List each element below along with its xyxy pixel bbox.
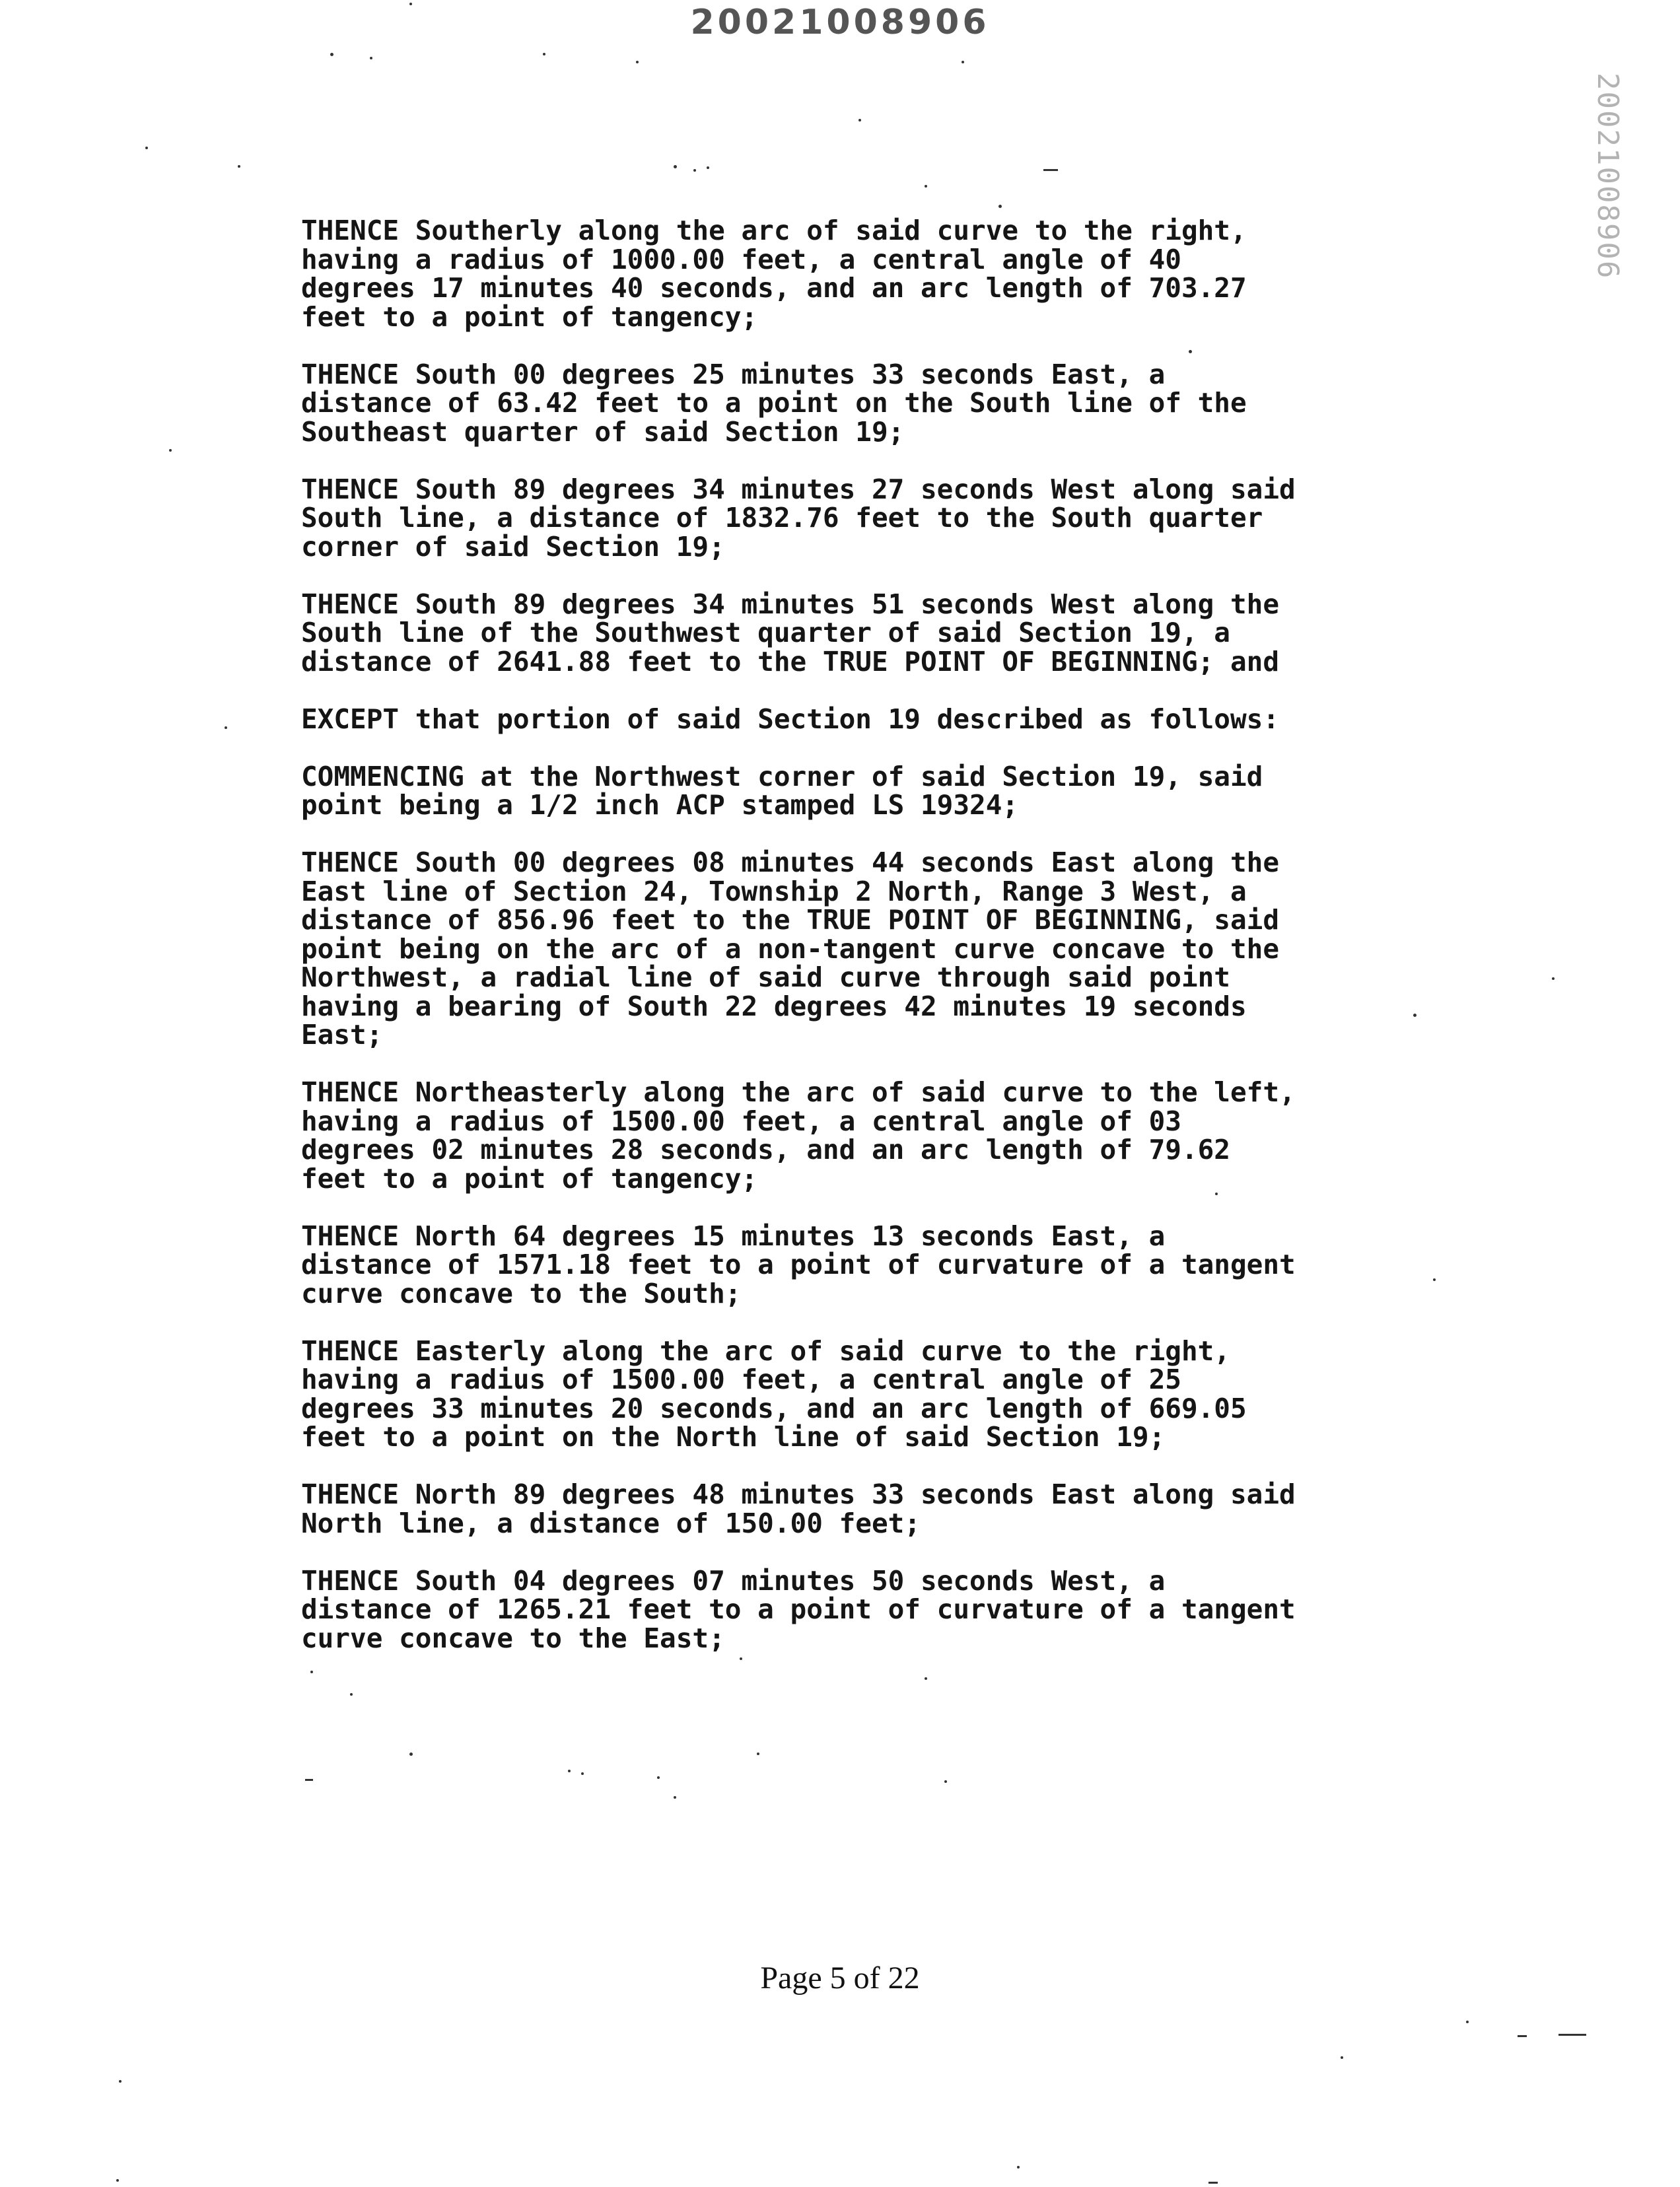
paragraph [301, 217, 1457, 331]
text-line: THENCE North 89 degrees 48 minutes 33 seconds East along said [301, 1478, 1296, 1510]
text-line: THENCE Northeasterly along the arc of said curve to the left, [301, 1076, 1296, 1108]
text-line: having a bearing of South 22 degrees 42 minutes 19 seconds [301, 990, 1247, 1022]
document-number: 20021008906 [690, 3, 990, 42]
text-line: corner of said Section 19; [301, 530, 725, 563]
paragraph [301, 849, 1457, 1050]
paragraph [301, 1564, 1457, 1654]
text-line: distance of 1265.21 feet to a point of curvature of a tangent [301, 1593, 1296, 1625]
text-line: THENCE South 89 degrees 34 minutes 27 seconds West along said [301, 473, 1296, 505]
text-line: THENCE South 00 degrees 08 minutes 44 seconds East along the [301, 847, 1280, 878]
text-line: having a radius of 1500.00 feet, a central angle of 25 [301, 1364, 1181, 1395]
paragraph [301, 358, 1457, 448]
text-line: degrees 17 minutes 40 seconds, and an arc length of 703.27 [301, 272, 1247, 304]
text-line: THENCE South 00 degrees 25 minutes 33 seconds East, a [301, 358, 1166, 390]
text-line: THENCE South 04 degrees 07 minutes 50 seconds West, a [301, 1564, 1166, 1597]
text-line: EXCEPT that portion of said Section 19 described as follows: [301, 703, 1280, 735]
text-line: THENCE Southerly along the arc of said curve to the right, [301, 215, 1247, 246]
text-line: feet to a point of tangency; [301, 1162, 758, 1195]
side-stamp-text: 20021008906 [1591, 73, 1625, 280]
text-line: THENCE Easterly along the arc of said curve to the right, [301, 1335, 1230, 1367]
paragraph [301, 1222, 1457, 1309]
page-number: Page 5 of 22 [760, 1961, 920, 1996]
text-line: point being on the arc of a non-tangent curve concave to the [301, 932, 1280, 965]
paragraph [301, 1337, 1457, 1452]
text-line: having a radius of 1000.00 feet, a central angle of 40 [301, 243, 1181, 275]
text-line: South line, a distance of 1832.76 feet to the South quarter [301, 502, 1263, 534]
text-line: point being a 1/2 inch ACP stamped LS 19324; [301, 789, 1019, 821]
text-line: North line, a distance of 150.00 feet; [301, 1507, 921, 1539]
text-line: distance of 63.42 feet to a point on the South line of the [301, 387, 1247, 419]
text-line: feet to a point of tangency; [301, 300, 758, 333]
text-line: degrees 02 minutes 28 seconds, and an arc length of 79.62 [301, 1134, 1230, 1165]
text-line: East; [301, 1019, 383, 1051]
text-line: THENCE North 64 degrees 15 minutes 13 seconds East, a [301, 1220, 1166, 1252]
text-line: COMMENCING at the Northwest corner of said Section 19, said [301, 760, 1263, 792]
text-line: degrees 33 minutes 20 seconds, and an arc length of 669.05 [301, 1392, 1247, 1424]
text-line: curve concave to the South; [301, 1277, 742, 1309]
text-line: THENCE South 89 degrees 34 minutes 51 seconds West along the [301, 588, 1280, 620]
text-line: distance of 1571.18 feet to a point of curvature of a tangent [301, 1249, 1296, 1280]
text-line: Southeast quarter of said Section 19; [301, 415, 905, 448]
text-line: Northwest, a radial line of said curve through said point [301, 961, 1230, 993]
text-line: distance of 856.96 feet to the TRUE POINT OF BEGINNING, said [301, 904, 1280, 936]
paragraph [301, 475, 1457, 562]
text-line: distance of 2641.88 feet to the TRUE POINT OF BEGINNING; and [301, 645, 1280, 677]
legal-description-body [301, 217, 1457, 1682]
text-line: curve concave to the East; [301, 1622, 725, 1654]
paragraph [301, 760, 1457, 821]
paragraph [301, 1078, 1457, 1193]
text-line: East line of Section 24, Township 2 North, Range 3 West, a [301, 875, 1247, 907]
paragraph [301, 705, 1457, 734]
text-line: South line of the Southwest quarter of said Section 19, a [301, 617, 1230, 648]
paragraph [301, 590, 1457, 677]
text-line: feet to a point on the North line of said Section 19; [301, 1421, 1166, 1453]
text-line: having a radius of 1500.00 feet, a central angle of 03 [301, 1105, 1181, 1137]
paragraph [301, 1480, 1457, 1538]
